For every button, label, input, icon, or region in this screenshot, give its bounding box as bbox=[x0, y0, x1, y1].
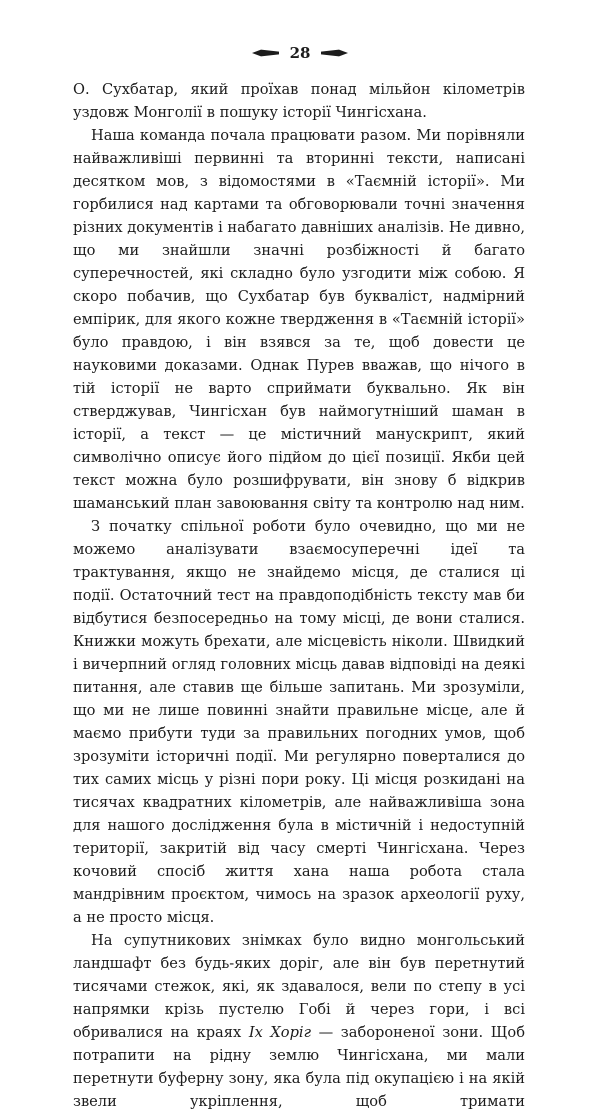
paragraph-3: З початку спільної роботи було очевидно, що ми не можемо аналізувати взаємосуперечні ідеї та трактування, якщо не знайдемо місця, де сталися ці події. Остаточний тест на правдоподібність тексту мав би відбутися безпосередньо на тому місці, де вони сталися. Книжки можуть брехати, але місцевість ніколи. Швидкий і вичерпний огляд головних місць давав відповіді на деякі питання, але ставив ще більше запитань. Ми зрозуміли, що ми не лише повинні знайти правильне місце, але й маємо прибути туди за правильних погодних умов, щоб зрозуміти історичні події. Ми регулярно поверталися до тих самих місць у різні пори року. Ці місця розкидані на тисячах квадратних кілометрів, але найважливіша зона для нашого дослідження була в містичній і недоступній території, закритій від часу смерті Чингісхана. Через кочовий спосіб життя хана наша робота стала мандрівним проєктом, чимось на зразок археології руху, а не просто місця. bbox=[73, 518, 525, 926]
paragraph-4-text-end: — забороненої зони. Щоб потрапити на рідну землю Чингісхана, ми мали перетнути буферну зону, яка була під окупацією і на якій звели укріплення, щоб тримати bbox=[73, 1024, 525, 1110]
right-ornament-icon bbox=[320, 48, 348, 58]
paragraph-1: О. Сухбатар, який проїхав понад мільйон кілометрів уздовж Монголії в пошуку історії Чингісхана. bbox=[73, 81, 525, 121]
page-header bbox=[0, 41, 600, 65]
paragraph-4-text-start: На супутникових знімках було видно монгольський ландшафт без будь-яких доріг, але він був перетнутий тисячами стежок, які, як здавалося, вели по степу в усі напрямки крізь пустелю Гобі й через гори, і всі обривалися на краях bbox=[73, 932, 525, 1041]
page-number: 28 bbox=[289, 44, 311, 62]
paragraph-4 bbox=[73, 929, 525, 1113]
left-ornament-icon bbox=[252, 48, 280, 58]
paragraph-2: Наша команда почала працювати разом. Ми порівняли найважливіші первинні та вторинні тексти, написані десятком мов, з відомостями в «Таємній історії». Ми горбилися над картами та обговорювали точні значення різних документів і набагато давніших аналізів. Не дивно, що ми знайшли значні розбіжності й багато суперечностей, які складно було узгодити між собою. Я скоро побачив, що Сухбатар був букваліст, надмірний емпірик, для якого кожне твердження в «Таємній історії» було правдою, і він взявся за те, щоб довести це науковими доказами. Однак Пурев вважав, що нічого в тій історії не варто сприймати буквально. Як він стверджував, Чингісхан був наймогутніший шаман в історії, а текст — це містичний манускрипт, який символічно описує його підйом до цієї позиції. Якби цей текст можна було розшифрувати, він знову б відкрив шаманський план завоювання світу та контролю над ним. bbox=[73, 127, 525, 512]
body-text bbox=[73, 78, 525, 1113]
forbidden-zone-name: Іх Хоріг bbox=[248, 1024, 311, 1041]
